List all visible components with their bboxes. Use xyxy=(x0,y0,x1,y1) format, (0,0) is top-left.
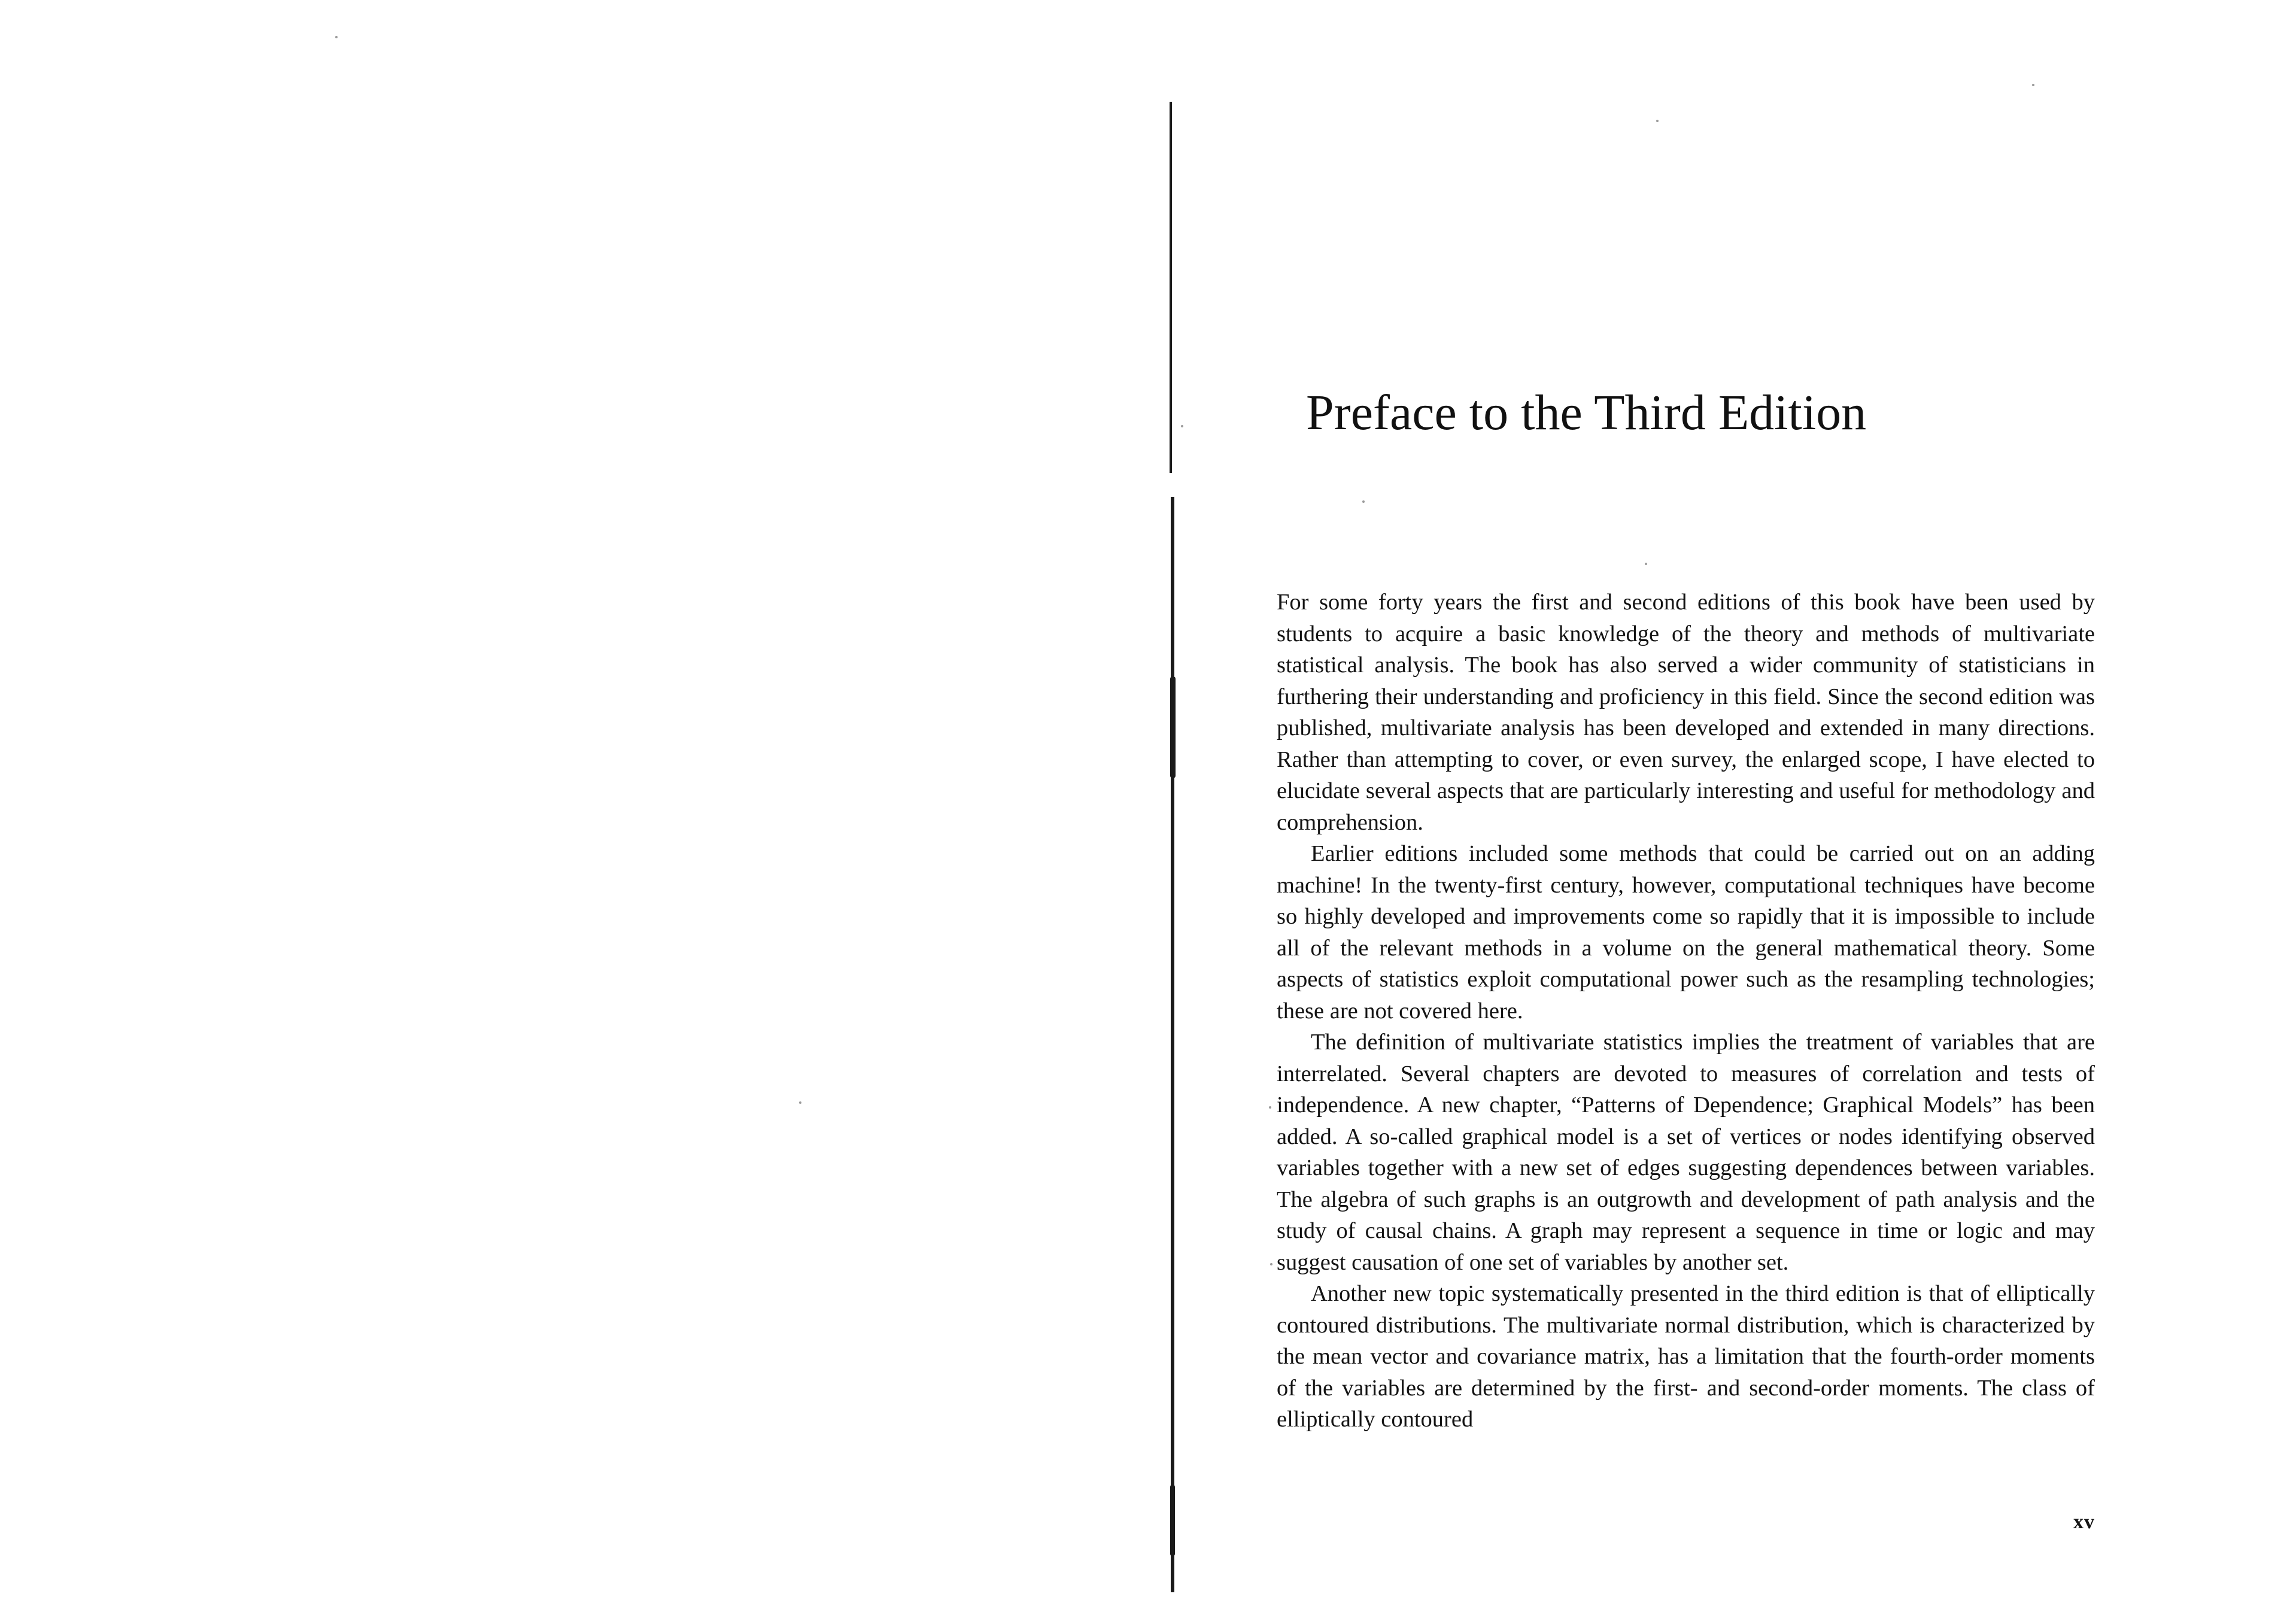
gutter-shadow-thick xyxy=(1170,676,1176,778)
scan-speck xyxy=(335,36,338,38)
paragraph-2: Earlier editions included some methods that could be carried out on an adding machine! In the twenty-first century, however, computational techniques have become so highly developed and improvements come so rapidly that it is impossible to include all of the relevant methods in a volume on the general mathematical theory. Some aspects of statistics exploit computational power such as the resampling technologies; these are not covered here. xyxy=(1277,841,2095,1024)
gutter-shadow-lower xyxy=(1171,497,1174,1592)
page-number: xv xyxy=(2073,1511,2095,1533)
paragraph-4: Another new topic systematically presented in the third edition is that of elliptically contoured distributions. The multivariate normal distribution, which is characterized by the mean vector and covariance matrix, has a limitation that the fourth-order moments of the variables are determined by the first- and second-order moments. The class of elliptically contoured xyxy=(1277,1281,2095,1432)
paragraph-3: The definition of multivariate statistics implies the treatment of variables that are interrelated. Several chapters are devoted to measures of correlation and tests of independence. A new chapter, “Patterns of Dependence; Graphical Models” has been added. A so-called graphical model is a set of vertices or nodes identifying observed variables together with a new set of edges suggesting dependences between variables. The algebra of such graphs is an outgrowth and development of path analysis and the study of causal chains. A graph may represent a sequence in time or logic and may suggest causation of one set of variables by another set. xyxy=(1277,1030,2095,1275)
paragraph-1: For some forty years the first and second editions of this book have been used by students to acquire a basic knowledge of the theory and methods of multivariate statistical analysis. The book has also served a wider community of statisticians in furthering their understanding and proficiency in this field. Since the second edition was published, multivariate analysis has been developed and extended in many directions. Rather than attempting to cover, or even survey, the enlarged scope, I have elected to elucidate several aspects that are particularly interesting and useful for methodology and comprehension. xyxy=(1277,590,2095,835)
scan-speck xyxy=(1181,425,1183,427)
preface-body xyxy=(1277,587,2095,1435)
page-title: Preface to the Third Edition xyxy=(1306,385,1867,441)
gutter-shadow-low xyxy=(1170,1485,1175,1556)
scan-speck xyxy=(799,1101,801,1104)
gutter-shadow-upper xyxy=(1170,102,1172,473)
